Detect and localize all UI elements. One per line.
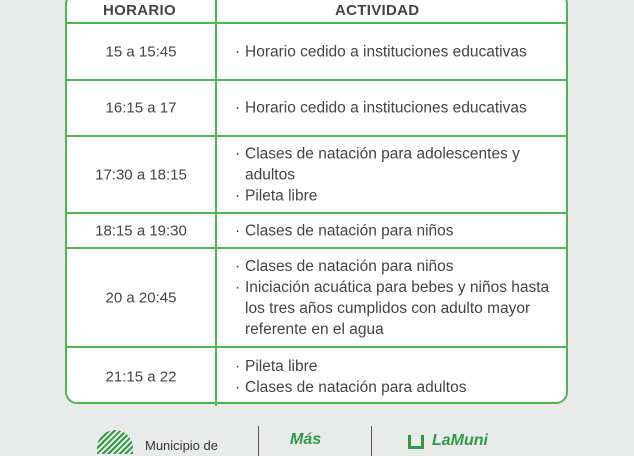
activity-text: Clases de natación para niños <box>245 222 454 239</box>
column-divider <box>215 0 217 22</box>
schedule-table <box>65 0 568 404</box>
activity-item: · Horario cedido a instituciones educativas <box>235 43 527 60</box>
row-activities <box>235 256 558 340</box>
table-row <box>67 346 566 406</box>
row-time: 21:15 a 22 <box>105 368 177 386</box>
column-divider <box>215 348 217 406</box>
activity-text: Clases de natación para adolescentes y adultos <box>245 145 520 183</box>
row-activities <box>235 356 558 398</box>
table-row <box>67 247 566 346</box>
activity-item: · Iniciación acuática para bebes y niños hasta los tres años cumplidos con adulto mayor referente en el agua <box>235 277 558 340</box>
lamuni-logo: LaMuni <box>432 432 488 449</box>
header-horario: HORARIO <box>103 2 176 19</box>
lamuni-icon <box>408 435 424 449</box>
activity-item: · Clases de natación para adultos <box>235 379 467 396</box>
activity-item: · Pileta libre <box>235 358 318 375</box>
table-row <box>67 212 566 247</box>
activity-item: · Clases de natación para adolescentes y adultos <box>235 143 558 185</box>
row-activities <box>235 41 558 62</box>
logo-divider <box>371 426 372 456</box>
activity-text: Pileta libre <box>245 187 318 204</box>
row-activities <box>235 98 558 119</box>
column-divider <box>215 24 217 79</box>
municipio-logo-icon <box>97 430 133 454</box>
row-time: 18:15 a 19:30 <box>95 222 187 239</box>
activity-text: Iniciación acuática para bebes y niños hasta los tres años cumplidos con adulto mayor referente en el agua <box>245 278 550 338</box>
activity-text: Horario cedido a instituciones educativas <box>245 43 527 60</box>
row-activities <box>235 220 558 241</box>
activity-text: Horario cedido a instituciones educativas <box>245 99 527 117</box>
activity-text: Pileta libre <box>245 358 318 375</box>
footer-logos <box>0 418 634 453</box>
activity-item: · Pileta libre <box>235 187 318 204</box>
table-header <box>67 0 566 22</box>
column-divider <box>215 249 217 346</box>
table-row <box>67 135 566 212</box>
logo-divider <box>258 426 259 456</box>
mas-logo: Más <box>290 431 322 448</box>
header-actividad: ACTIVIDAD <box>335 2 420 19</box>
table-row <box>67 79 566 135</box>
column-divider <box>215 214 217 247</box>
municipio-label: Municipio de <box>145 438 218 453</box>
activity-item: · Clases de natación para niños <box>235 257 454 275</box>
activity-item: · Horario cedido a instituciones educativas <box>235 99 527 117</box>
table-row <box>67 22 566 79</box>
row-time: 16:15 a 17 <box>105 99 177 117</box>
row-time: 15 a 15:45 <box>105 43 177 60</box>
activity-text: Clases de natación para adultos <box>245 379 467 396</box>
row-activities <box>235 143 558 206</box>
column-divider <box>215 81 217 135</box>
activity-item: · Clases de natación para niños <box>235 222 454 239</box>
column-divider <box>215 137 217 212</box>
activity-text: Clases de natación para niños <box>245 257 454 275</box>
row-time: 20 a 20:45 <box>105 289 177 306</box>
row-time: 17:30 a 18:15 <box>95 166 187 183</box>
